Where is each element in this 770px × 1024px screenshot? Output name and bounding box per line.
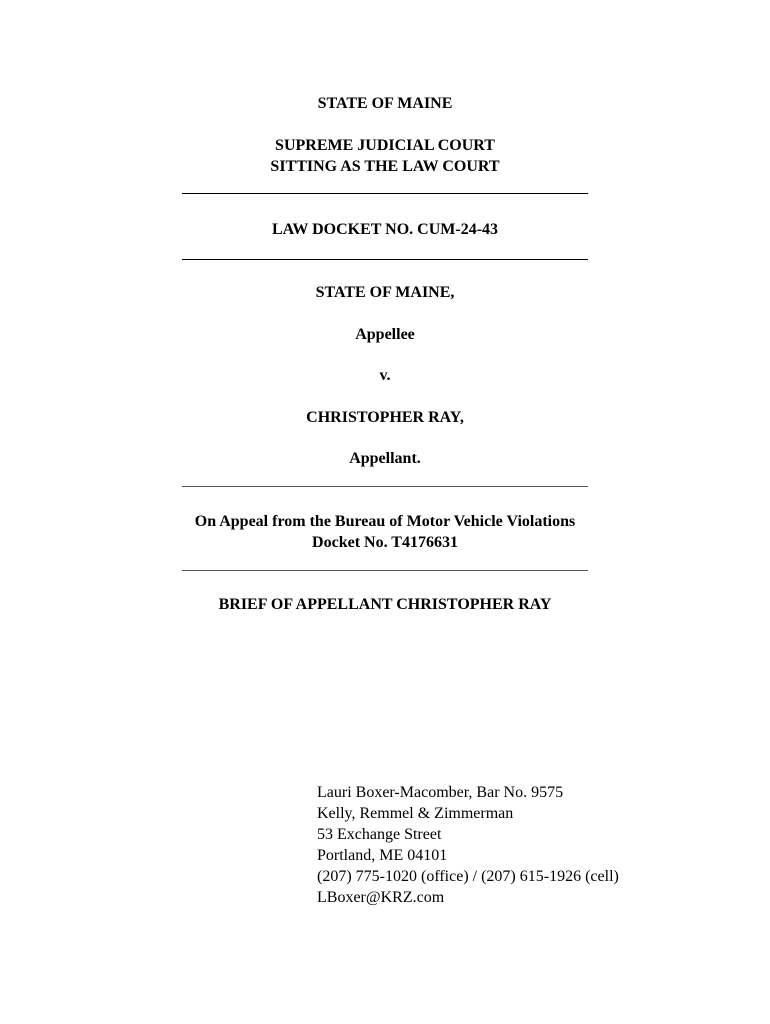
counsel-email: LBoxer@KRZ.com (317, 889, 445, 906)
counsel-city: Portland, ME 04101 (317, 847, 448, 864)
court-name: SUPREME JUDICIAL COURT (275, 137, 495, 154)
divider-rule (182, 193, 588, 194)
counsel-name: Lauri Boxer-Macomber, Bar No. 9575 (317, 784, 564, 801)
state-heading: STATE OF MAINE (317, 95, 453, 112)
appeal-source: On Appeal from the Bureau of Motor Vehicle Violations (194, 513, 576, 530)
counsel-firm: Kelly, Remmel & Zimmerman (317, 805, 514, 822)
divider-rule (182, 570, 588, 571)
appellee-name: STATE OF MAINE, (315, 284, 455, 301)
court-sitting: SITTING AS THE LAW COURT (270, 158, 500, 175)
divider-rule (182, 486, 588, 487)
appellant-role: Appellant. (349, 450, 421, 467)
lower-docket-number: Docket No. T4176631 (312, 534, 458, 551)
counsel-block (317, 782, 619, 908)
counsel-phone: (207) 775-1020 (office) / (207) 615-1926 (cell) (317, 868, 619, 885)
appellee-role: Appellee (355, 326, 415, 343)
brief-title: BRIEF OF APPELLANT CHRISTOPHER RAY (218, 596, 552, 613)
versus: v. (379, 367, 391, 384)
divider-rule (182, 259, 588, 260)
appellant-name: CHRISTOPHER RAY, (306, 409, 464, 426)
docket-number: LAW DOCKET NO. CUM-24-43 (271, 221, 499, 238)
counsel-street: 53 Exchange Street (317, 826, 442, 843)
